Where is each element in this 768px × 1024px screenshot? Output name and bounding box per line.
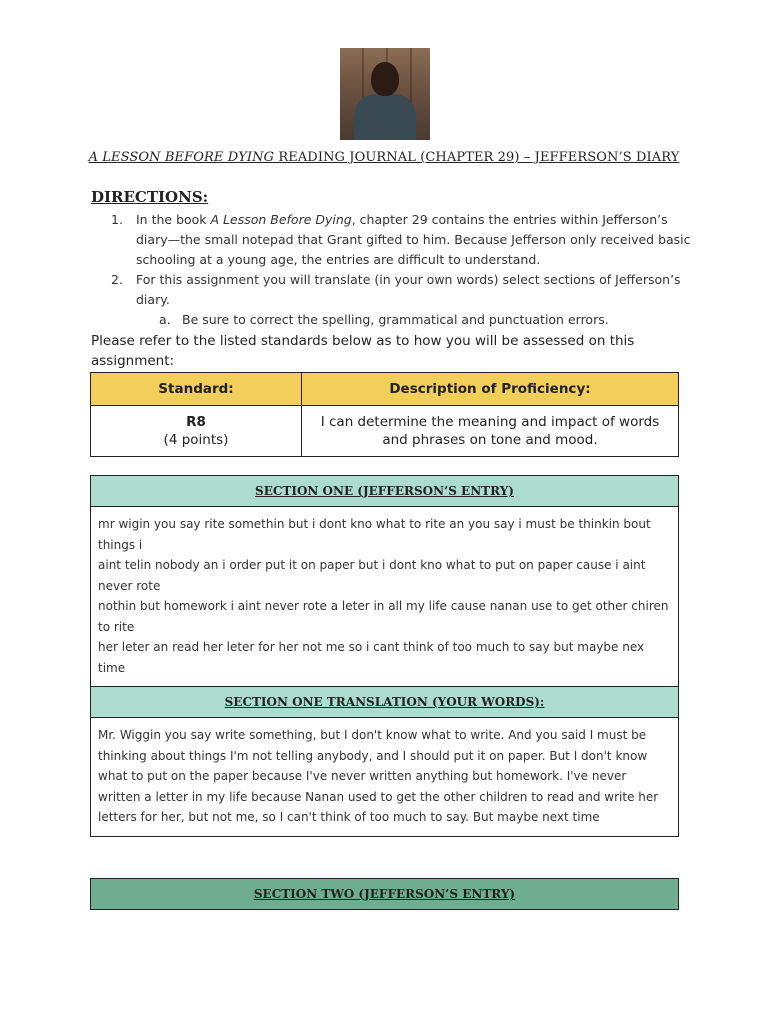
description-cell: I can determine the meaning and impact of words and phrases on tone and mood.: [302, 406, 679, 457]
photo-figure-body: [354, 94, 416, 140]
standard-points: (4 points): [163, 432, 229, 448]
jefferson-photo: [340, 48, 430, 140]
direction-sub-letter: a.: [159, 312, 171, 327]
standards-row: [91, 406, 679, 457]
title-rest: READING JOURNAL (CHAPTER 29) – JEFFERSON’S DIARY: [274, 150, 680, 165]
section-two-box: [90, 878, 679, 910]
standard-column-header: Standard:: [91, 373, 302, 406]
section-one-entry: [91, 506, 678, 686]
direction-text-pre: In the book: [136, 212, 211, 227]
entry-line: nothin but homework i aint never rote a leter in all my life cause nanan use to get other chiren to rite: [98, 599, 669, 634]
standards-table: [90, 372, 679, 457]
section-one-header: SECTION ONE (JEFFERSON’S ENTRY): [91, 476, 678, 506]
section-two-header: SECTION TWO (JEFFERSON’S ENTRY): [91, 879, 678, 909]
directions-heading: DIRECTIONS:: [91, 188, 209, 206]
direction-text-post: , chapter 29 contains the entries within Jefferson’s diary—the small notepad that Grant gifted to him. Because Jefferson only received basic schooling at a young age, the entries are difficult to understand.: [136, 212, 691, 267]
direction-subitem-a: [91, 310, 691, 330]
section-one-translation-text[interactable]: Mr. Wiggin you say write something, but I don't know what to write. And you said I must be thinking about things I'm not telling anybody, and I should put it on paper. But I don't know what to put on the paper because I've never written anything but homework. I've never written a letter in my life because Nanan used to get the other children to read and write her letters for her, but not me, so I can't think of too much to say. But maybe next time: [91, 717, 678, 836]
entry-line: aint telin nobody an i order put it on paper but i dont kno what to put on paper cause i aint never rote: [98, 558, 646, 593]
entry-line: her leter an read her leter for her not me so i cant think of too much to say but maybe nex time: [98, 640, 645, 675]
title-book-name: A LESSON BEFORE DYING: [88, 150, 275, 165]
direction-book-title: A Lesson Before Dying: [210, 212, 352, 227]
page-title: [0, 150, 768, 165]
direction-text: For this assignment you will translate (in your own words) select sections of Jefferson’s diary.: [136, 272, 681, 307]
refer-text: Please refer to the listed standards below as to how you will be assessed on this assignment:: [91, 333, 635, 369]
standards-header-row: [91, 373, 679, 406]
direction-sub-text: Be sure to correct the spelling, grammatical and punctuation errors.: [182, 312, 609, 327]
direction-number: 2.: [111, 272, 123, 287]
section-one-translation-header: SECTION ONE TRANSLATION (YOUR WORDS):: [91, 686, 678, 717]
directions-list: [91, 210, 691, 330]
section-one-box: [90, 475, 679, 837]
direction-item-2: [91, 270, 691, 310]
standard-cell: [91, 406, 302, 457]
direction-item-1: [91, 210, 691, 270]
entry-line: mr wigin you say rite somethin but i dont kno what to rite an you say i must be thinkin bout things i: [98, 517, 651, 552]
direction-number: 1.: [111, 212, 123, 227]
standard-code: R8: [186, 414, 206, 430]
photo-figure-head: [371, 62, 399, 96]
description-column-header: Description of Proficiency:: [302, 373, 679, 406]
